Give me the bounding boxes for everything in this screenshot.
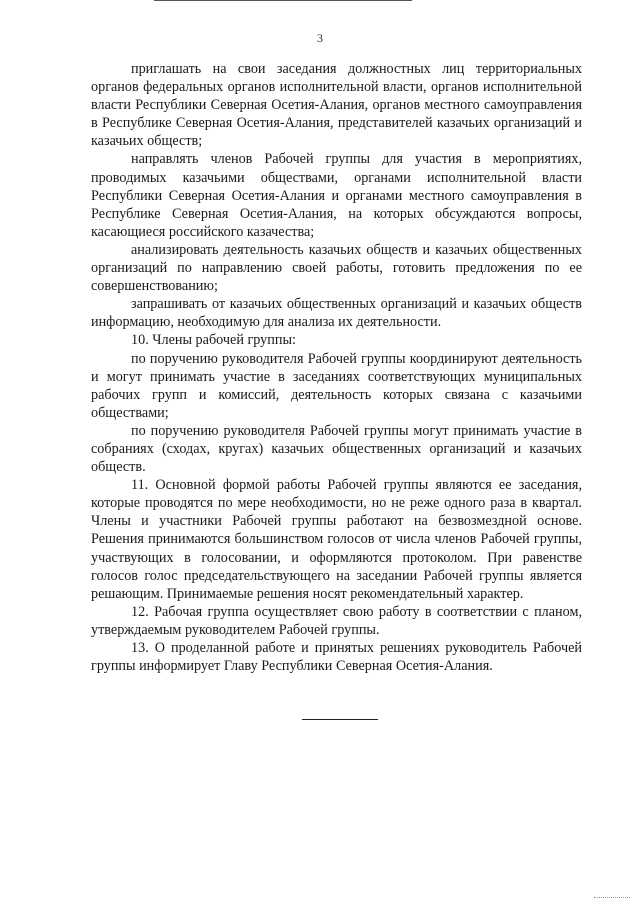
- paragraph-participate: по поручению руководителя Рабочей группы могут принимать участие в собраниях (сходах, кругах) казачьих общественных организаций и казачьих обществ.: [91, 422, 582, 476]
- corner-mark: [594, 897, 630, 898]
- paragraph-coordinate: по поручению руководителя Рабочей группы координируют деятельность и могут принимать участие в заседаниях соответствующих муниципальных рабочих групп и комиссий, деятельность которых связана с казачьими обществами;: [91, 350, 582, 421]
- top-divider: [154, 0, 412, 1]
- paragraph-item-13: 13. О проделанной работе и принятых решениях руководитель Рабочей группы информирует Главу Республики Северная Осетия-Алания.: [91, 640, 582, 675]
- paragraph-analyze: анализировать деятельность казачьих обществ и казачьих общественных организаций по направлению своей работы, готовить предложения по ее совершенствованию;: [91, 241, 582, 295]
- page-number: 3: [317, 31, 323, 45]
- paragraph-send-members: направлять членов Рабочей группы для участия в мероприятиях, проводимых казачьими обществами, органами исполнительной власти Республики Северная Осетия-Алания и органами местного самоуправления в Республике Северная Осетия-Алания, на которых обсуждаются вопросы, касающиеся российского казачества;: [91, 151, 582, 240]
- paragraph-request-info: запрашивать от казачьих общественных организаций и казачьих обществ информацию, необходимую для анализа их деятельности.: [91, 296, 582, 331]
- paragraph-invite: приглашать на свои заседания должностных лиц территориальных органов федеральных органов исполнительной власти, органов исполнительной власти Республики Северная Осетия-Алания, органов местного самоуправления в Республике Северная Осетия-Алания, представителей казачьих организаций и казачьих обществ;: [91, 61, 582, 150]
- paragraph-item-10: 10. Члены рабочей группы:: [131, 332, 296, 349]
- end-divider: [302, 719, 378, 720]
- paragraph-item-12: 12. Рабочая группа осуществляет свою работу в соответствии с планом, утверждаемым руководителем Рабочей группы.: [91, 603, 582, 638]
- document-body: [91, 60, 582, 675]
- paragraph-item-11: 11. Основной формой работы Рабочей группы являются ее заседания, которые проводятся по мере необходимости, но не реже одного раза в квартал. Члены и участники Рабочей группы работают на безвозмездной основе. Решения принимаются большинством голосов от числа членов Рабочей группы, участвующих в голосовании, и оформляются протоколом. При равенстве голосов голос председательствующего на заседании Рабочей группы является решающим. Принимаемые решения носят рекомендательный характер.: [91, 477, 582, 602]
